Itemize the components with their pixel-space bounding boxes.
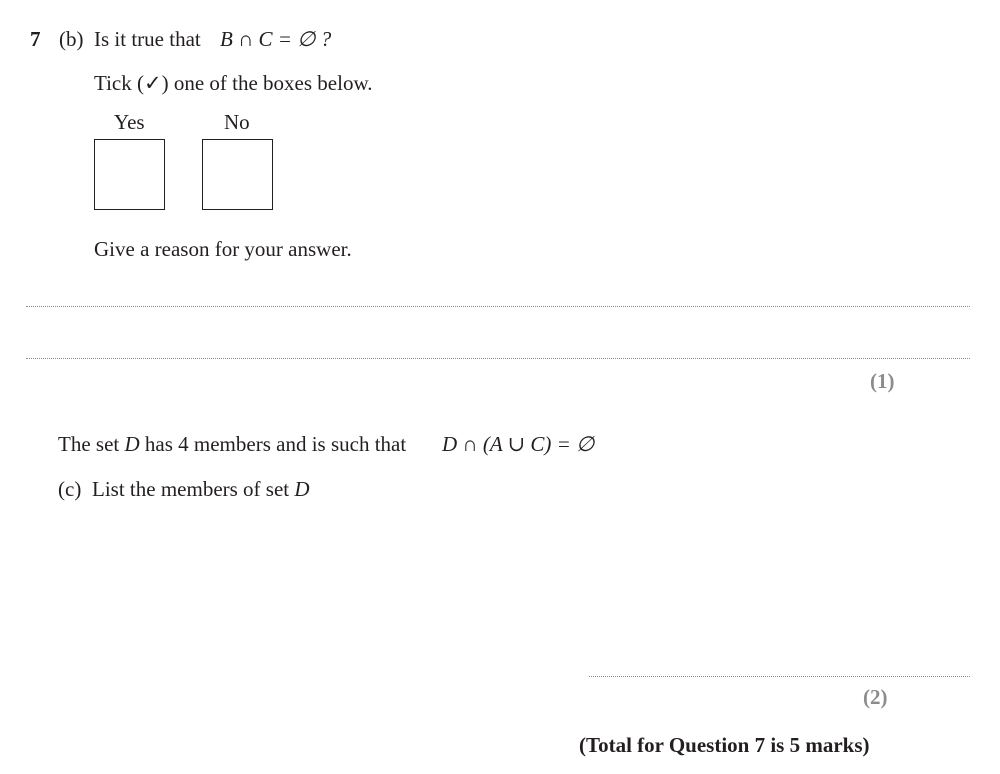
part-b-marks: (1)	[870, 369, 895, 393]
part-c-marks: (2)	[863, 685, 888, 709]
part-b-prompt: Is it true that	[94, 27, 201, 51]
tick-instruction: Tick (✓) one of the boxes below.	[94, 71, 373, 95]
part-b-expression: B ∩ C = ∅ ?	[220, 27, 332, 51]
set-d-statement	[58, 432, 406, 456]
part-c-answer-line[interactable]	[589, 676, 970, 677]
reason-prompt: Give a reason for your answer.	[94, 237, 352, 261]
question-number: 7	[30, 27, 41, 51]
part-b-label: (b)	[59, 27, 84, 51]
yes-checkbox[interactable]	[94, 139, 165, 210]
part-c-prompt: List the members of set D	[92, 477, 310, 501]
reason-answer-line-2[interactable]	[26, 358, 970, 359]
question-total: (Total for Question 7 is 5 marks)	[579, 733, 870, 757]
set-d-statement-text: The set D has 4 members and is such that	[58, 432, 407, 456]
option-yes-label: Yes	[114, 110, 145, 134]
option-no-label: No	[224, 110, 250, 134]
no-checkbox[interactable]	[202, 139, 273, 210]
reason-answer-line-1[interactable]	[26, 306, 970, 307]
set-d-expression: D ∩ (A ∪ C) = ∅	[442, 432, 595, 456]
part-c-label: (c)	[58, 477, 82, 501]
